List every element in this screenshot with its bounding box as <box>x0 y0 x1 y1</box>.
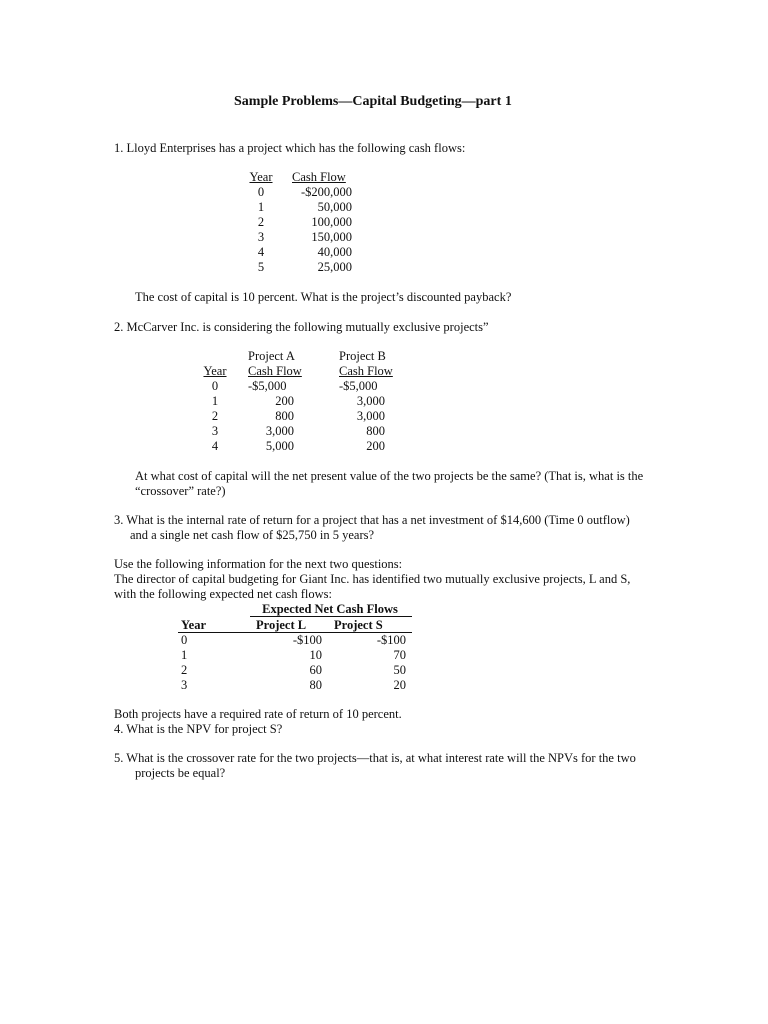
table3-project-l-cell: 60 <box>309 663 322 677</box>
intro-line2: The director of capital budgeting for Giant Inc. has identified two mutually exclusive projects, L and S, <box>114 572 631 586</box>
q1-cashflow-cell: 40,000 <box>317 245 352 259</box>
table3-project-s-cell: 50 <box>393 663 406 677</box>
q2-year-column <box>200 349 230 454</box>
q1-year-cell: 1 <box>257 200 265 214</box>
q2-project-a-label: Project A <box>248 349 295 363</box>
q1-year-cell: 4 <box>257 245 265 259</box>
q2-year-cell: 0 <box>211 379 219 393</box>
q2-project-b-cell: 3,000 <box>356 394 385 408</box>
q1-cashflow-cell: 150,000 <box>311 230 352 244</box>
table3-project-l-cell: 10 <box>309 648 322 662</box>
table3-project-s-cell: 20 <box>393 678 406 692</box>
q2-project-a-column <box>248 349 308 454</box>
intro-line3: with the following expected net cash flows: <box>114 587 332 601</box>
q2-year-cell: 1 <box>211 394 219 408</box>
question-2: 2. McCarver Inc. is considering the following mutually exclusive projects” <box>114 320 489 334</box>
question-2-followup-line1: At what cost of capital will the net present value of the two projects be the same? (That is, what is the <box>135 469 644 483</box>
question-3-line1: 3. What is the internal rate of return for a project that has a net investment of $14,600 (Time 0 outflow) <box>114 513 630 527</box>
q2-project-a-cell: 200 <box>275 394 294 408</box>
table3-project-s-cell: -$100 <box>376 633 406 647</box>
table3-year-cell: 1 <box>181 648 188 662</box>
q2-project-b-cell: -$5,000 <box>339 379 378 393</box>
table3-group-header: Expected Net Cash Flows <box>262 602 398 616</box>
q2-project-a-cell: -$5,000 <box>248 379 287 393</box>
question-5-line1: 5. What is the crossover rate for the two projects—that is, at what interest rate will the NPVs for the two <box>114 751 636 765</box>
q1-cashflow-header: Cash Flow <box>292 170 346 184</box>
required-return-note: Both projects have a required rate of return of 10 percent. <box>114 707 402 721</box>
q2-year-cell: 2 <box>211 409 219 423</box>
q1-cashflow-cell: -$200,000 <box>300 185 352 199</box>
intro-line1: Use the following information for the next two questions: <box>114 557 403 571</box>
page-title: Sample Problems—Capital Budgeting—part 1 <box>234 94 512 109</box>
q1-year-header: Year <box>249 170 273 184</box>
q2-project-a-cell: 5,000 <box>265 439 294 453</box>
question-5-line2: projects be equal? <box>135 766 226 780</box>
q2-project-b-cell: 800 <box>366 424 385 438</box>
table3-group-underline <box>250 616 412 617</box>
q2-year-cell: 3 <box>211 424 219 438</box>
table3-project-s-header: Project S <box>334 618 383 632</box>
q2-project-b-cell: 3,000 <box>356 409 385 423</box>
table3-year-header: Year <box>181 618 206 632</box>
table3-project-s-cell: 70 <box>393 648 406 662</box>
q1-cashflow-column <box>292 170 352 275</box>
q2-project-a-cell: 3,000 <box>265 424 294 438</box>
q1-year-cell: 3 <box>257 230 265 244</box>
table3-project-l-cell: -$100 <box>292 633 322 647</box>
table3-project-l-cell: 80 <box>309 678 322 692</box>
question-1: 1. Lloyd Enterprises has a project which has the following cash flows: <box>114 141 466 155</box>
q2-project-b-header: Cash Flow <box>339 364 393 378</box>
q1-year-cell: 0 <box>257 185 265 199</box>
table3-year-cell: 3 <box>181 678 188 692</box>
table3-project-s-column <box>354 633 406 693</box>
table3-project-l-header: Project L <box>256 618 307 632</box>
q2-project-a-header: Cash Flow <box>248 364 302 378</box>
q1-cashflow-cell: 50,000 <box>317 200 352 214</box>
q1-year-column <box>247 170 275 275</box>
question-3-line2: and a single net cash flow of $25,750 in 5 years? <box>130 528 375 542</box>
q1-cashflow-cell: 100,000 <box>311 215 352 229</box>
table3-year-column <box>181 633 201 693</box>
q1-year-cell: 2 <box>257 215 265 229</box>
q2-header-top-blank <box>200 349 230 364</box>
table3-year-cell: 2 <box>181 663 188 677</box>
q2-project-b-label: Project B <box>339 349 386 363</box>
q1-year-cell: 5 <box>257 260 265 274</box>
question-2-followup-line2: “crossover” rate?) <box>135 484 226 498</box>
q1-cashflow-cell: 25,000 <box>317 260 352 274</box>
table3-year-cell: 0 <box>181 633 188 647</box>
q2-year-cell: 4 <box>211 439 219 453</box>
question-1-followup: The cost of capital is 10 percent. What is the project’s discounted payback? <box>135 290 512 304</box>
q2-year-header: Year <box>203 364 227 378</box>
table3-project-l-column <box>270 633 322 693</box>
q2-project-a-cell: 800 <box>275 409 294 423</box>
q2-project-b-column <box>339 349 399 454</box>
question-4: 4. What is the NPV for project S? <box>114 722 283 736</box>
q2-project-b-cell: 200 <box>366 439 385 453</box>
